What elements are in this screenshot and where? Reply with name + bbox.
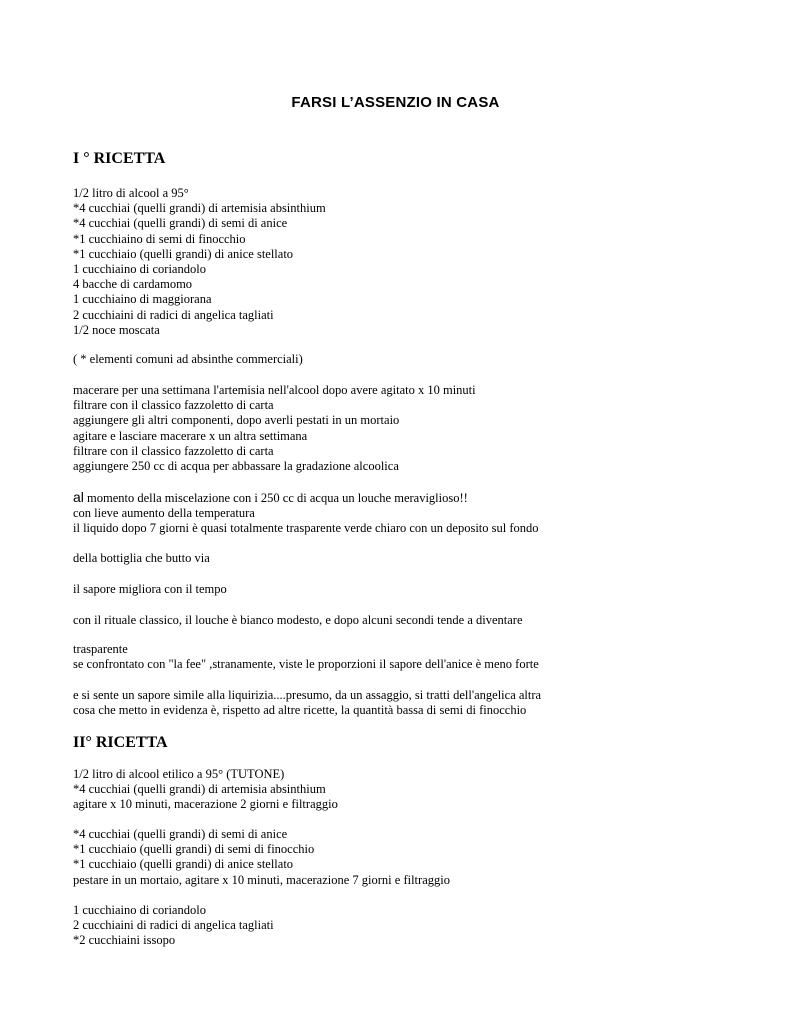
step-line: aggiungere gli altri componenti, dopo averli pestati in un mortaio [73,413,400,428]
recipe-1-observation-3 [73,582,763,597]
note-line: ( * elementi comuni ad absinthe commerciali) [73,352,303,366]
observation-first-rest: momento della miscelazione con i 250 cc di acqua un louche meraviglioso!! [83,491,468,505]
recipe-1-note [73,352,763,367]
ingredient-line: *1 cucchiaio (quelli grandi) di anice stellato [73,246,294,261]
recipe-line: 2 cucchiaini di radici di angelica tagliati [73,918,274,933]
recipe-line: agitare x 10 minuti, macerazione 2 giorni e filtraggio [73,797,338,812]
observation-line: il liquido dopo 7 giorni è quasi totalmente trasparente verde chiaro con un deposito sul fondo [73,521,539,536]
recipe-line: *4 cucchiai (quelli grandi) di semi di anice [73,827,288,841]
recipe-line: *1 cucchiaio (quelli grandi) di semi di finocchio [73,842,315,857]
observation-line: trasparente [73,642,128,656]
recipe-2-group-2 [73,827,763,888]
observation-first-letter: al [73,489,84,505]
ingredient-line: *4 cucchiai (quelli grandi) di artemisia absinthium [73,201,326,216]
recipe-line: *1 cucchiaio (quelli grandi) di anice stellato [73,857,294,872]
recipe-line: 1/2 litro di alcool etilico a 95° (TUTONE) [73,767,285,781]
observation-line: il sapore migliora con il tempo [73,582,227,596]
ingredient-line: 4 bacche di cardamomo [73,277,193,292]
recipe-line: 1 cucchiaino di coriandolo [73,903,206,917]
recipe-1-observation-5 [73,642,763,672]
recipe-1-observations [73,490,763,537]
observation-line: con il rituale classico, il louche è bianco modesto, e dopo alcuni secondi tende a diventare [73,613,523,627]
recipe-line: *4 cucchiai (quelli grandi) di artemisia absinthium [73,782,326,797]
step-line: aggiungere 250 cc di acqua per abbassare la gradazione alcoolica [73,459,399,474]
step-line: agitare e lasciare macerare x un altra settimana [73,428,308,443]
ingredient-line: 1 cucchiaino di maggiorana [73,292,212,307]
recipe-2-heading: II° RICETTA [73,734,168,751]
observation-line: con lieve aumento della temperatura [73,506,255,521]
recipe-line: pestare in un mortaio, agitare x 10 minuti, macerazione 7 giorni e filtraggio [73,872,450,887]
recipe-1-observation-4 [73,613,763,628]
observation-line [73,490,763,506]
step-line: filtrare con il classico fazzoletto di carta [73,443,274,458]
step-line: filtrare con il classico fazzoletto di carta [73,398,274,413]
recipe-1-ingredients [73,186,763,338]
document-title: FARSI L’ASSENZIO IN CASA [291,94,500,111]
recipe-line: *2 cucchiaini issopo [73,933,176,948]
ingredient-line: *4 cucchiai (quelli grandi) di semi di anice [73,216,288,231]
ingredient-line: 1/2 noce moscata [73,322,160,337]
observation-line: cosa che metto in evidenza è, rispetto ad altre ricette, la quantità bassa di semi di finocchio [73,703,527,718]
ingredient-line: 1/2 litro di alcool a 95° [73,186,189,200]
ingredient-line: 2 cucchiaini di radici di angelica tagliati [73,307,274,322]
recipe-1-observation-2 [73,551,763,566]
recipe-1-observation-6 [73,688,763,718]
step-line: macerare per una settimana l'artemisia nell'alcool dopo avere agitato x 10 minuti [73,383,476,397]
observation-line: se confrontato con "la fee" ,stranamente, viste le proporzioni il sapore dell'anice è meno forte [73,657,539,672]
recipe-1-steps [73,383,763,474]
observation-line: della bottiglia che butto via [73,551,210,565]
recipe-2-group-1 [73,767,763,813]
ingredient-line: *1 cucchiaino di semi di finocchio [73,231,246,246]
recipe-2-group-3 [73,903,763,949]
recipe-1-heading: I ° RICETTA [73,150,166,167]
ingredient-line: 1 cucchiaino di coriandolo [73,262,206,277]
observation-line: e si sente un sapore simile alla liquirizia....presumo, da un assaggio, si tratti dell'angelica altra [73,688,542,702]
